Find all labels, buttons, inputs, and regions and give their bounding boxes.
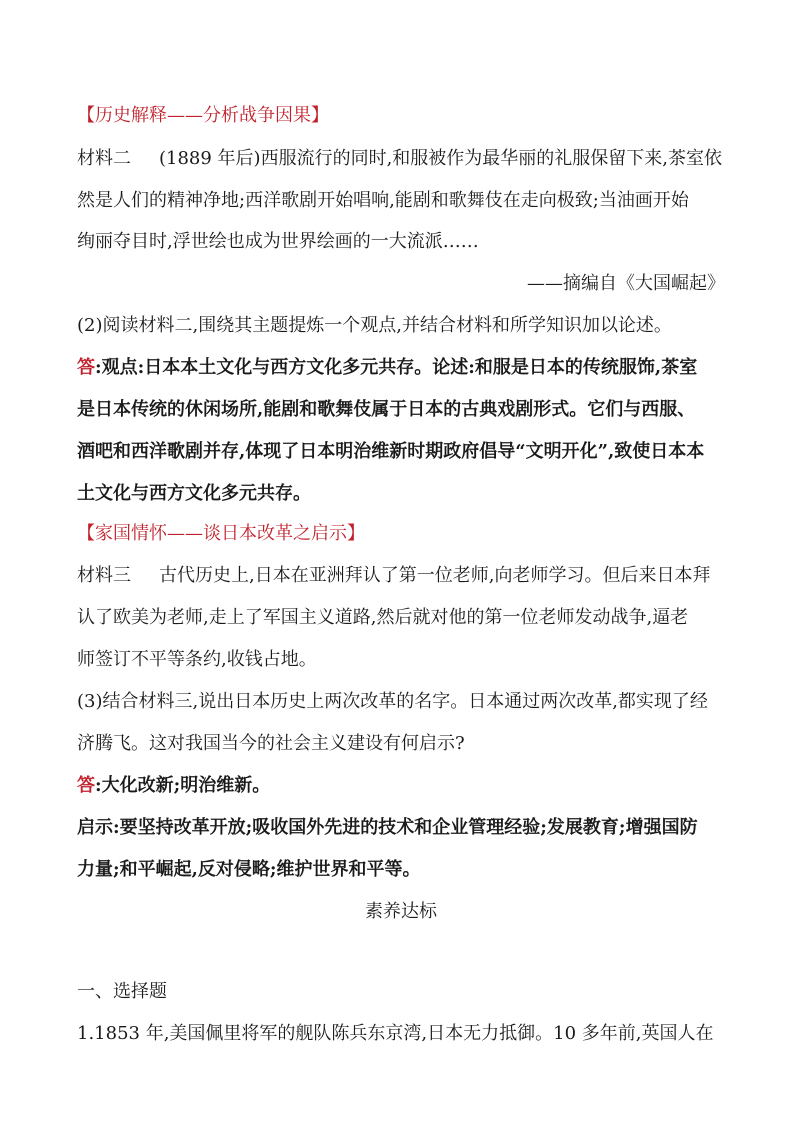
answer-2-line-3: 酒吧和西洋歌剧并存,体现了日本明治维新时期政府倡导“文明开化”,致使日本本 <box>77 441 705 462</box>
question-3-line-2: 济腾飞。这对我国当今的社会主义建设有何启示? <box>77 733 465 754</box>
answer-3 <box>77 774 725 798</box>
question-1-line-1: 1.1853 年,美国佩里将军的舰队陈兵东京湾,日本无力抵御。10 多年前,英国人在 <box>77 1023 714 1044</box>
answer-text: :观点:日本本土文化与西方文化多元共存。论述:和服是日本的传统服饰,茶室 <box>95 357 698 378</box>
section-heading-history-interpretation: 【历史解释——分析战争因果】 <box>77 105 329 126</box>
material-source: ——摘编自《大国崛起》 <box>527 273 725 294</box>
answer-label: 答 <box>77 357 95 378</box>
answer-2-line-1 <box>77 356 725 380</box>
question-3-line-1: (3)结合材料三,说出日本历史上两次改革的名字。日本通过两次改革,都实现了经 <box>77 691 708 712</box>
answer-2-line-2: 是日本传统的休闲场所,能剧和歌舞伎属于日本的古典戏剧形式。它们与西服、 <box>77 399 696 420</box>
answer-2-line-4: 土文化与西方文化多元共存。 <box>77 483 311 504</box>
material-text: 古代历史上,日本在亚洲拜认了第一位老师,向老师学习。但后来日本拜 <box>159 565 711 586</box>
material-three-line-2: 认了欧美为老师,走上了军国主义道路,然后就对他的第一位老师发动战争,逼老 <box>77 607 689 628</box>
part-heading-choice: 一、选择题 <box>77 981 167 1002</box>
answer-text: :大化改新;明治维新。 <box>95 775 271 796</box>
section-title-literacy: 素养达标 <box>365 901 437 922</box>
question-2: (2)阅读材料二,围绕其主题提炼一个观点,并结合材料和所学知识加以论述。 <box>77 315 672 336</box>
section-heading-national-sentiment: 【家国情怀——谈日本改革之启示】 <box>77 523 365 544</box>
material-two-line-3: 绚丽夺目时,浮世绘也成为世界绘画的一大流派…… <box>77 231 479 252</box>
insight-line-1: 启示:要坚持改革开放;吸收国外先进的技术和企业管理经验;发展教育;增强国防 <box>77 817 698 838</box>
material-text: (1889 年后)西服流行的同时,和服被作为最华丽的礼服保留下来,茶室依 <box>159 148 723 169</box>
material-two-line-1 <box>77 147 725 171</box>
material-two-line-2: 然是人们的精神净地;西洋歌剧开始唱响,能剧和歌舞伎在走向极致;当油画开始 <box>77 190 689 211</box>
material-three-line-1 <box>77 564 725 588</box>
material-three-line-3: 师签订不平等条约,收钱占地。 <box>77 649 317 670</box>
insight-line-2: 力量;和平崛起,反对侵略;维护世界和平等。 <box>77 859 421 880</box>
answer-label: 答 <box>77 775 95 796</box>
material-label: 材料三 <box>77 565 131 586</box>
material-label: 材料二 <box>77 148 131 169</box>
